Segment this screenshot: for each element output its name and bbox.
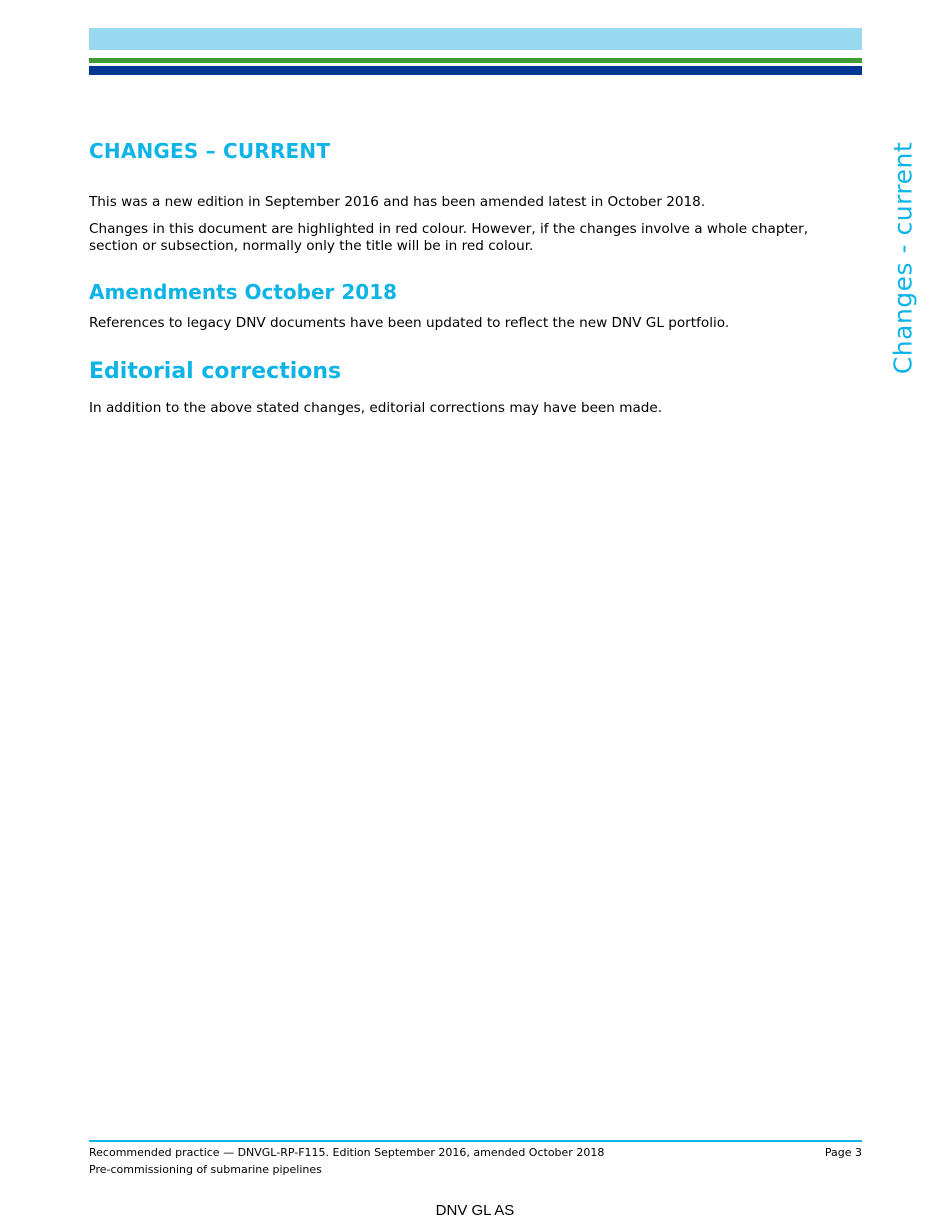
header-band-light: [89, 28, 862, 50]
footer-subtitle: Pre-commissioning of submarine pipelines: [89, 1163, 322, 1176]
footer-company-name: DNV GL AS: [435, 1202, 515, 1219]
editorial-heading: Editorial corrections: [89, 359, 342, 384]
header-band-green: [89, 58, 862, 63]
main-content: [89, 139, 834, 417]
amendments-heading: Amendments October 2018: [89, 280, 398, 304]
page-title: CHANGES – CURRENT: [89, 139, 331, 163]
footer-page-number: Page 3: [824, 1146, 862, 1159]
side-section-title: Changes - current: [888, 141, 918, 375]
footer-document-line: Recommended practice — DNVGL-RP-F115. Edition September 2016, amended October 2018: [89, 1146, 605, 1159]
footer-divider: [89, 1140, 862, 1142]
amendments-paragraph: References to legacy DNV documents have been updated to reflect the new DNV GL portfolio.: [89, 315, 730, 331]
editorial-paragraph: In addition to the above stated changes, editorial corrections may have been made.: [89, 400, 663, 416]
intro-paragraph: This was a new edition in September 2016 and has been amended latest in October 2018.: [89, 194, 706, 210]
header-band-navy: [89, 66, 862, 75]
highlight-note-paragraph: Changes in this document are highlighted in red colour. However, if the changes involve a whole chapter, section or subsection, normally only the title will be in red colour.: [89, 221, 809, 254]
